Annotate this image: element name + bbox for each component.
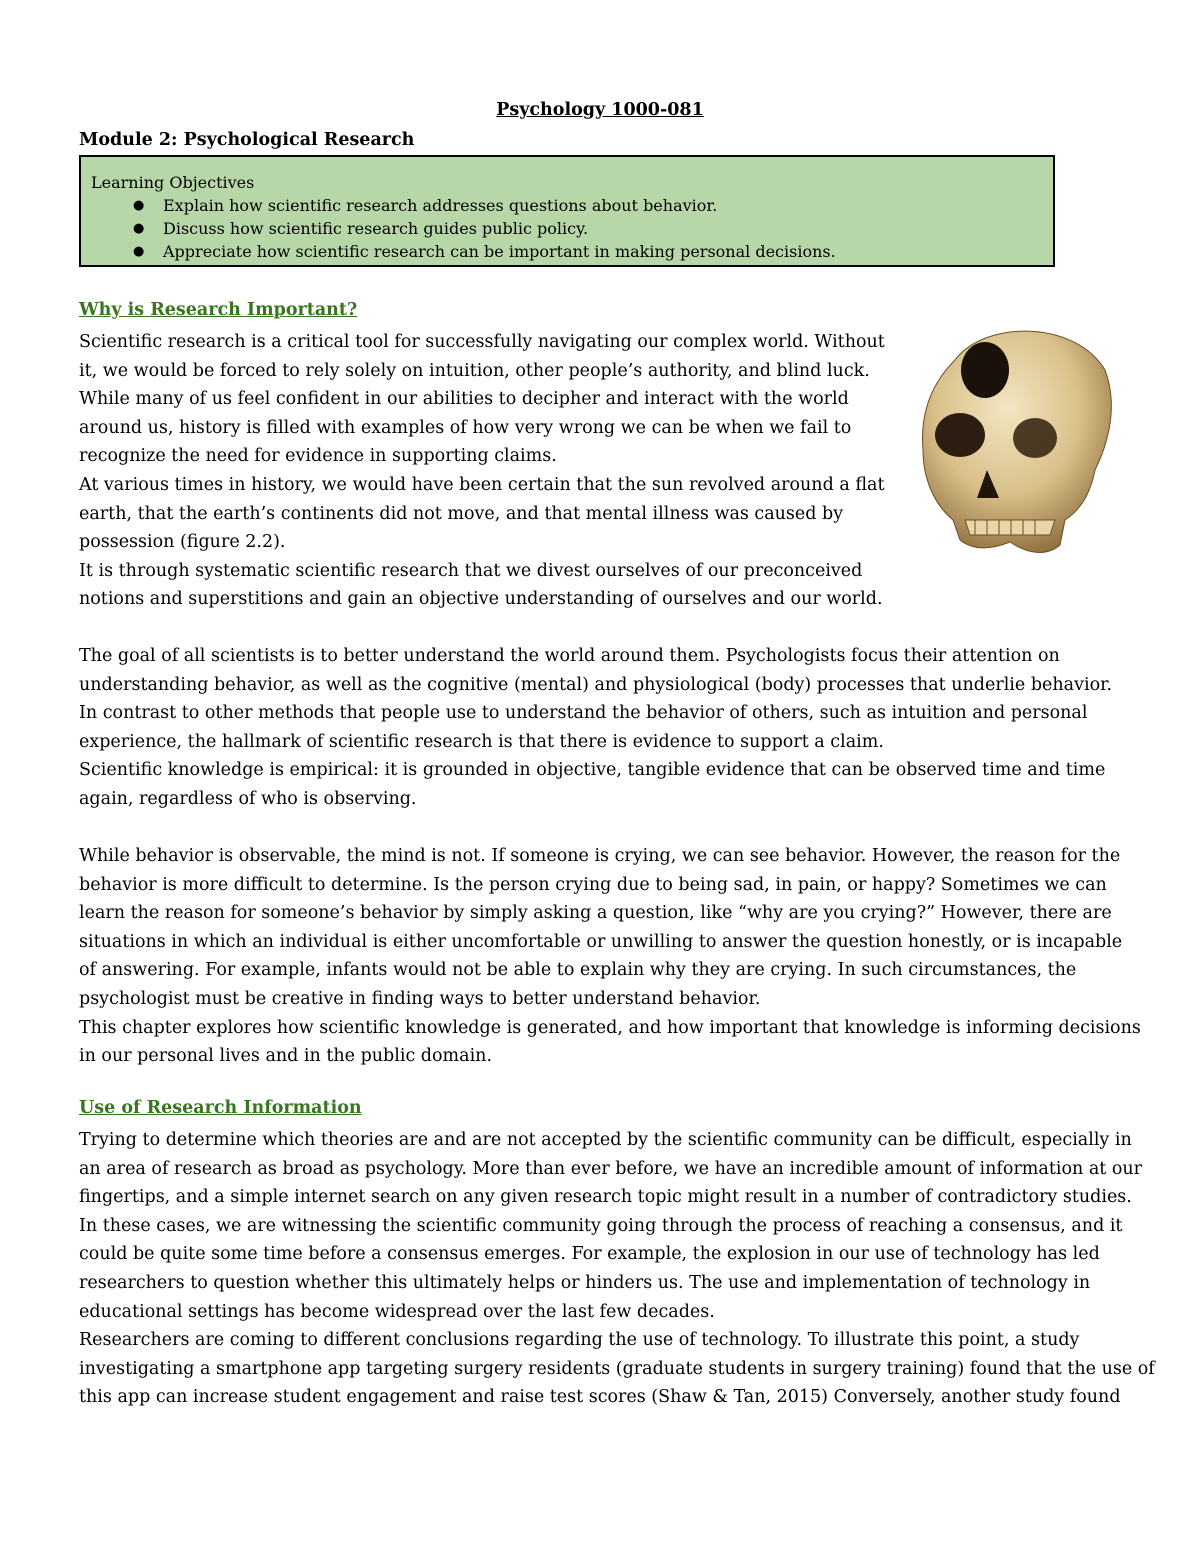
section-heading-why-research: Why is Research Important? <box>79 300 358 320</box>
objectives-list <box>91 194 1053 263</box>
skull-image <box>915 320 1115 560</box>
module-title: Module 2: Psychological Research <box>79 130 415 150</box>
paragraph-use-of-research: Trying to determine which theories are and are not accepted by the scientific community can be difficult, especially in an area of research as broad as psychology. More than ever before, we have an incredible amount of information at our fingertips, and a simple internet search on any given research topic might result in a number of contradictory studies. In these cases, we are witnessing the scientific community going through the process of reaching a consensus, and it could be quite some time before a consensus emerges. For example, the explosion in our use of technology has led researchers to question whether this ultimately helps or hinders us. The use and implementation of technology in educational settings has become widespread over the last few decades. Researchers are coming to different conclusions regarding the use of technology. To illustrate this point, a study investigating a smartphone app targeting surgery residents (graduate students in surgery training) found that the use of this app can increase student engagement and raise test scores (Shaw & Tan, 2015) Conversely, another study found <box>79 1130 1155 1408</box>
paragraph-behavior: While behavior is observable, the mind is not. If someone is crying, we can see behavior. However, the reason for the behavior is more difficult to determine. Is the person crying due to being sad, in pain, or happy? Sometimes we can learn the reason for someone’s behavior by simply asking a question, like “why are you crying?” However, there are situations in which an individual is either uncomfortable or unwilling to answer the question honestly, or is incapable of answering. For example, infants would not be able to explain why they are crying. In such circumstances, the psychologist must be creative in finding ways to better understand behavior. This chapter explores how scientific knowledge is generated, and how important that knowledge is informing decisions in our personal lives and in the public domain. <box>79 846 1141 1067</box>
learning-objectives-box <box>79 155 1055 267</box>
bullet-icon: ● <box>133 244 145 259</box>
objective-item: ● Discuss how scientific research guides public policy. <box>133 219 589 238</box>
course-title: Psychology 1000-081 <box>496 100 704 120</box>
paragraph-intro: Scientific research is a critical tool for successfully navigating our complex world. Without it, we would be forced to rely solely on intuition, other people’s authority, and blind luck. While many of us feel confident in our abilities to decipher and interact with the world around us, history is filled with examples of how very wrong we can be when we fail to recognize the need for evidence in supporting claims. At various times in history, we would have been certain that the sun revolved around a flat earth, that the earth’s continents did not move, and that mental illness was caused by possession (figure 2.2). It is through systematic scientific research that we divest ourselves of our preconceived notions and superstitions and gain an objective understanding of ourselves and our world. <box>79 332 885 610</box>
objective-item: ● Explain how scientific research addresses questions about behavior. <box>133 196 718 215</box>
bullet-icon: ● <box>133 198 145 213</box>
bullet-icon: ● <box>133 221 145 236</box>
objective-item: ● Appreciate how scientific research can be important in making personal decisions. <box>133 242 836 261</box>
section-heading-use-of-research: Use of Research Information <box>79 1098 362 1118</box>
objectives-title: Learning Objectives <box>91 173 255 192</box>
paragraph-goal: The goal of all scientists is to better understand the world around them. Psychologists focus their attention on understanding behavior, as well as the cognitive (mental) and physiological (body) processes that underlie behavior. In contrast to other methods that people use to understand the behavior of others, such as intuition and personal experience, the hallmark of scientific research is that there is evidence to support a claim. Scientific knowledge is empirical: it is grounded in objective, tangible evidence that can be observed time and time again, regardless of who is observing. <box>79 646 1113 809</box>
